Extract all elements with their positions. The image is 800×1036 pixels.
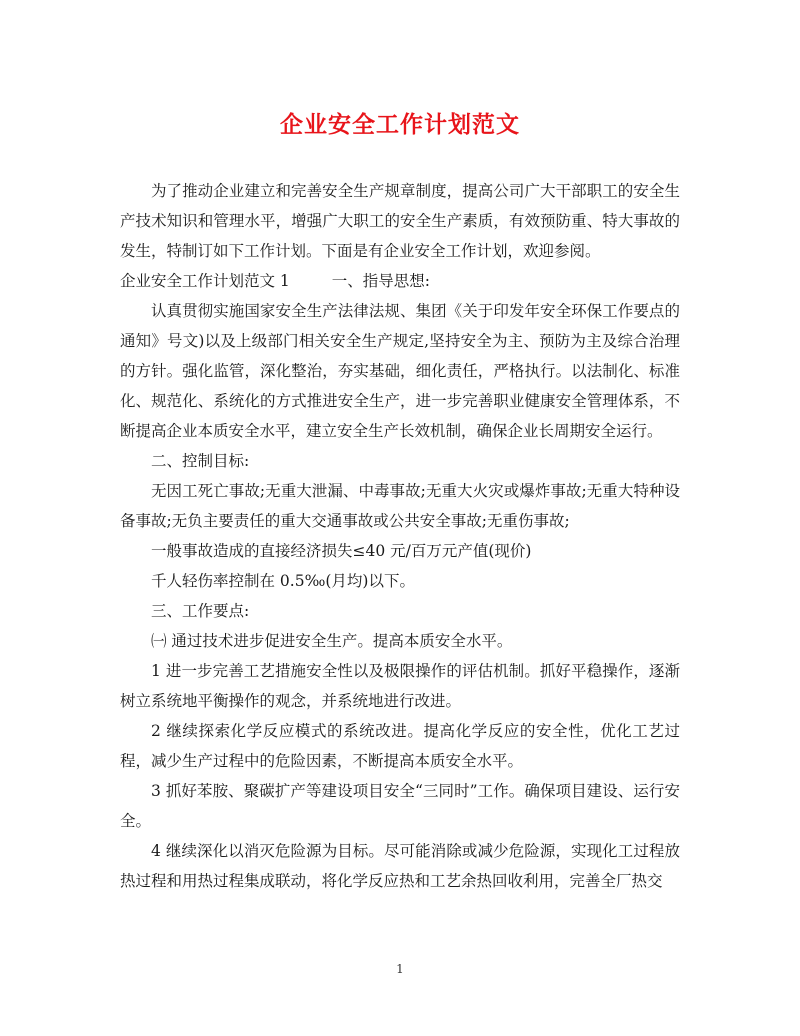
control-heading: 二、控制目标: xyxy=(151,452,250,470)
document-body xyxy=(120,176,680,896)
section1-line xyxy=(120,266,680,296)
section1-heading: 一、指导思想: xyxy=(331,272,431,290)
point-item-4: 4 继续深化以消灭危险源为目标。尽可能消除或减少危险源，实现化工过程放热过程和用热过程集成联动，将化学反应热和工艺余热回收利用，完善全厂热交 xyxy=(120,842,680,890)
control-paragraph-2: 一般事故造成的直接经济损失≤40 元/百万元产值(现价) xyxy=(151,542,532,560)
control-paragraph-1: 无因工死亡事故;无重大泄漏、中毒事故;无重大火灾或爆炸事故;无重大特种设备事故;无负主要责任的重大交通事故或公共安全事故;无重伤事故; xyxy=(120,482,680,530)
guiding-paragraph: 认真贯彻实施国家安全生产法律法规、集团《关于印发年安全环保工作要点的通知》号文)以及上级部门相关安全生产规定,坚持安全为主、预防为主及综合治理的方针。强化监管，深化整治，夯实基础，细化责任，严格执行。以法制化、标准化、规范化、系统化的方式推进安全生产，进一步完善职业健康安全管理体系，不断提高企业本质安全水平，建立安全生产长效机制，确保企业长周期安全运行。 xyxy=(120,302,680,440)
section1-label: 企业安全工作计划范文 1 xyxy=(120,272,290,290)
point-item-1: 1 进一步完善工艺措施安全性以及极限操作的评估机制。抓好平稳操作，逐渐树立系统地平衡操作的观念，并系统地进行改进。 xyxy=(120,662,680,710)
point-item-2: 2 继续探索化学反应模式的系统改进。提高化学反应的安全性，优化工艺过程，减少生产过程中的危险因素，不断提高本质安全水平。 xyxy=(120,722,680,770)
point-item-3: 3 抓好苯胺、聚碳扩产等建设项目安全“三同时”工作。确保项目建设、运行安全。 xyxy=(120,782,680,830)
control-paragraph-3: 千人轻伤率控制在 0.5‰(月均)以下。 xyxy=(151,572,415,590)
page-number: 1 xyxy=(396,962,404,976)
points-paragraph-1: ㈠ 通过技术进步促进安全生产。提高本质安全水平。 xyxy=(151,632,513,650)
document-title: 企业安全工作计划范文 xyxy=(280,111,520,138)
intro-paragraph: 为了推动企业建立和完善安全生产规章制度，提高公司广大干部职工的安全生产技术知识和管理水平，增强广大职工的安全生产素质，有效预防重、特大事故的发生，特制订如下工作计划。下面是有企业安全工作计划，欢迎参阅。 xyxy=(120,182,680,260)
points-heading: 三、工作要点: xyxy=(151,602,250,620)
